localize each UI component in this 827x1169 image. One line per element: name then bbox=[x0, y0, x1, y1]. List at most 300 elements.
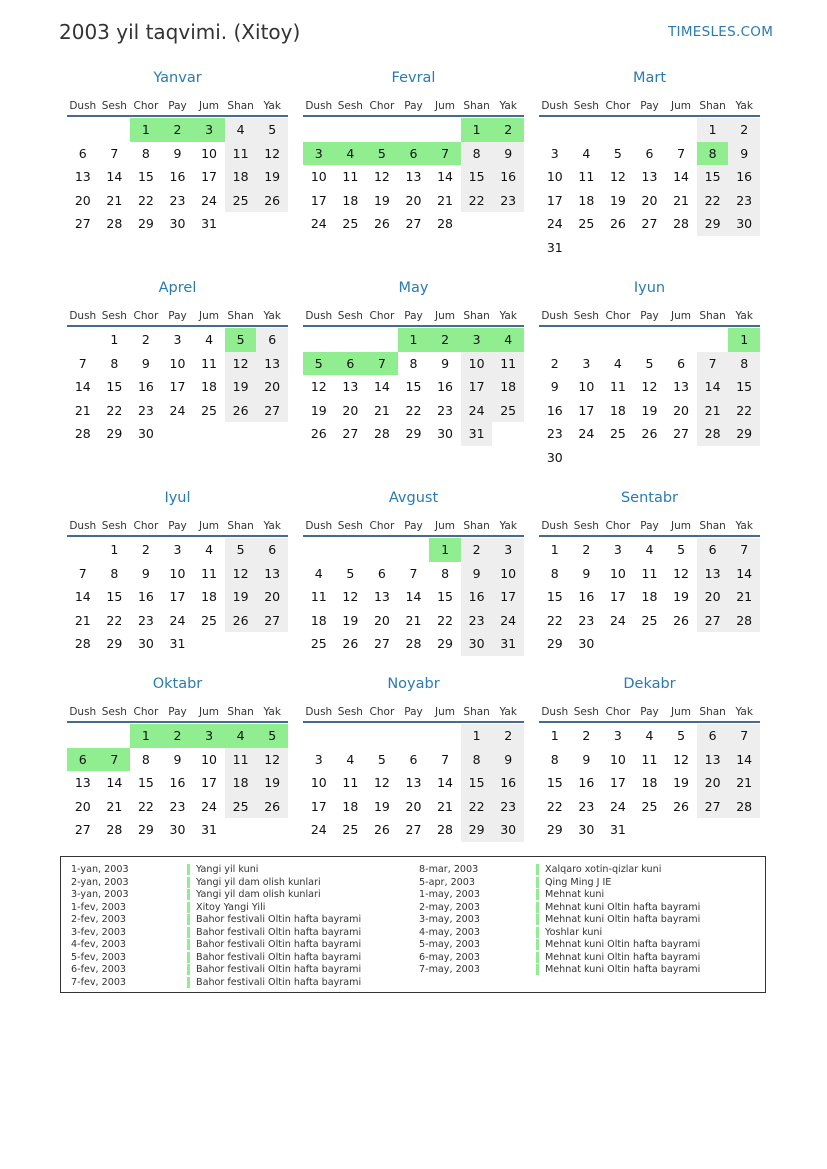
day-cell: 22 bbox=[137, 192, 154, 208]
month-header-rule bbox=[539, 721, 760, 723]
day-cell: 4 bbox=[225, 118, 257, 142]
day-cell: 16 bbox=[461, 585, 493, 609]
day-cell: 1 bbox=[550, 728, 559, 743]
day-cell: 21 bbox=[437, 192, 453, 208]
legend-holiday-name: Bahor festivali Oltin hafta bayrami bbox=[187, 927, 361, 938]
day-cell: 15 bbox=[697, 165, 729, 189]
day-cell: 13 bbox=[256, 562, 288, 586]
day-cell: 15 bbox=[437, 589, 453, 604]
day-cell: 4 bbox=[645, 542, 654, 557]
weekday-label: Yak bbox=[263, 310, 281, 322]
weekday-label: Yak bbox=[263, 520, 281, 532]
day-cell: 20 bbox=[373, 612, 390, 628]
day-cell: 20 bbox=[256, 585, 288, 609]
day-cell: 12 bbox=[673, 751, 689, 767]
day-cell: 14 bbox=[673, 169, 689, 184]
day-cell: 17 bbox=[169, 589, 186, 604]
legend-holiday-name: Xalqaro xotin-qizlar kuni bbox=[536, 864, 661, 875]
day-cell: 9 bbox=[141, 565, 150, 581]
day-cell: 9 bbox=[141, 355, 150, 371]
day-cell: 20 bbox=[405, 798, 422, 814]
day-cell: 1 bbox=[461, 118, 493, 142]
day-cell: 30 bbox=[546, 449, 563, 465]
day-cell: 20 bbox=[697, 771, 729, 795]
day-cell: 21 bbox=[405, 612, 422, 628]
legend-date: 2-fev, 2003 bbox=[71, 914, 127, 925]
day-cell: 22 bbox=[437, 612, 453, 628]
day-cell: 31 bbox=[201, 822, 217, 837]
day-cell: 9 bbox=[492, 748, 524, 772]
weekday-label: Pay bbox=[640, 706, 659, 718]
day-cell: 7 bbox=[441, 751, 450, 767]
day-cell: 22 bbox=[137, 798, 154, 814]
day-cell: 17 bbox=[201, 169, 217, 184]
day-cell: 24 bbox=[609, 798, 626, 814]
weekday-label: Sesh bbox=[101, 310, 127, 322]
day-cell: 24 bbox=[169, 612, 186, 628]
weekday-label: Chor bbox=[605, 310, 631, 322]
weekday-label: Jum bbox=[435, 100, 456, 112]
weekday-label: Sesh bbox=[337, 520, 363, 532]
day-cell: 17 bbox=[609, 775, 626, 790]
weekday-label: Jum bbox=[199, 100, 220, 112]
day-cell: 17 bbox=[546, 192, 563, 208]
day-cell: 23 bbox=[546, 426, 563, 441]
legend-holiday-name: Yangi yil dam olish kunlari bbox=[187, 877, 321, 888]
day-cell: 22 bbox=[106, 402, 123, 418]
day-cell: 9 bbox=[173, 145, 182, 161]
day-cell: 15 bbox=[461, 771, 493, 795]
month-name: Fevral bbox=[391, 70, 436, 86]
weekday-label: Dush bbox=[69, 100, 97, 112]
day-cell: 2 bbox=[492, 724, 524, 748]
day-cell: 20 bbox=[673, 402, 689, 418]
day-cell: 28 bbox=[106, 216, 123, 231]
weekday-label: Jum bbox=[199, 706, 220, 718]
month-9 bbox=[67, 676, 288, 861]
day-cell: 5 bbox=[225, 328, 257, 352]
weekday-label: Sesh bbox=[573, 520, 599, 532]
day-cell: 24 bbox=[201, 798, 217, 814]
weekday-label: Dush bbox=[541, 100, 569, 112]
day-cell: 1 bbox=[550, 542, 559, 557]
weekday-label: Dush bbox=[305, 706, 333, 718]
day-cell: 25 bbox=[641, 798, 658, 814]
day-cell: 27 bbox=[256, 399, 288, 423]
day-cell: 28 bbox=[673, 216, 689, 231]
day-cell: 6 bbox=[67, 748, 99, 772]
day-cell: 19 bbox=[225, 585, 257, 609]
legend-date: 7-may, 2003 bbox=[419, 964, 480, 975]
day-cell: 14 bbox=[74, 379, 91, 394]
day-cell: 15 bbox=[546, 775, 563, 790]
day-cell: 19 bbox=[673, 775, 689, 790]
weekday-label: Yak bbox=[735, 706, 753, 718]
legend-holiday-name: Mehnat kuni Oltin hafta bayrami bbox=[536, 939, 700, 950]
weekday-label: Sesh bbox=[337, 100, 363, 112]
day-cell: 13 bbox=[373, 589, 390, 604]
day-cell: 11 bbox=[201, 565, 217, 581]
day-cell: 18 bbox=[641, 589, 658, 604]
day-cell: 25 bbox=[342, 822, 359, 837]
day-cell: 10 bbox=[169, 355, 186, 371]
day-cell: 6 bbox=[677, 355, 686, 371]
day-cell: 28 bbox=[74, 636, 91, 651]
day-cell: 16 bbox=[578, 589, 595, 604]
day-cell: 7 bbox=[99, 748, 131, 772]
day-cell: 6 bbox=[256, 538, 288, 562]
day-cell: 10 bbox=[310, 775, 327, 790]
day-cell: 26 bbox=[225, 399, 257, 423]
month-header-rule bbox=[67, 115, 288, 117]
day-cell: 3 bbox=[492, 538, 524, 562]
day-cell: 3 bbox=[193, 724, 225, 748]
day-cell: 22 bbox=[546, 798, 563, 814]
day-cell: 27 bbox=[342, 426, 359, 441]
day-cell: 14 bbox=[106, 169, 123, 184]
legend-date: 1-fev, 2003 bbox=[71, 901, 127, 913]
legend-holiday-name: Bahor festivali Oltin hafta bayrami bbox=[187, 914, 361, 925]
day-cell: 7 bbox=[429, 142, 461, 166]
day-cell: 20 bbox=[342, 402, 359, 418]
day-cell: 17 bbox=[310, 798, 327, 814]
day-cell: 4 bbox=[205, 542, 214, 557]
day-cell: 20 bbox=[256, 375, 288, 399]
day-cell: 10 bbox=[609, 751, 626, 767]
day-cell: 29 bbox=[106, 636, 123, 651]
day-cell: 27 bbox=[405, 822, 422, 837]
page-title: 2003 yil taqvimi. (Xitoy) bbox=[59, 20, 301, 44]
day-cell: 2 bbox=[461, 538, 493, 562]
day-cell: 24 bbox=[201, 192, 217, 208]
day-cell: 29 bbox=[697, 212, 729, 236]
day-cell: 11 bbox=[641, 751, 658, 767]
legend-holiday-name: Qing Ming J IE bbox=[536, 877, 611, 888]
day-cell: 30 bbox=[137, 636, 154, 651]
day-cell: 14 bbox=[437, 775, 453, 790]
day-cell: 28 bbox=[373, 426, 390, 441]
legend-date: 1-yan, 2003 bbox=[71, 864, 129, 875]
day-cell: 26 bbox=[673, 798, 689, 814]
legend-date: 3-may, 2003 bbox=[419, 914, 480, 925]
month-name: Avgust bbox=[388, 490, 439, 506]
day-cell: 19 bbox=[373, 798, 390, 814]
weekday-label: Dush bbox=[69, 520, 97, 532]
day-cell: 6 bbox=[78, 145, 87, 161]
month-2 bbox=[539, 70, 760, 255]
day-cell: 29 bbox=[137, 822, 154, 837]
day-cell: 29 bbox=[461, 818, 493, 842]
day-cell: 21 bbox=[697, 399, 729, 423]
day-cell: 9 bbox=[728, 142, 760, 166]
legend-holiday-name: Yangi yil dam olish kunlari bbox=[187, 889, 321, 900]
day-cell: 30 bbox=[169, 216, 186, 231]
day-cell: 23 bbox=[578, 612, 595, 628]
day-cell: 19 bbox=[609, 192, 626, 208]
day-cell: 10 bbox=[201, 145, 217, 161]
day-cell: 23 bbox=[437, 402, 453, 418]
weekday-label: Sesh bbox=[101, 520, 127, 532]
legend-date: 5-apr, 2003 bbox=[419, 876, 475, 888]
day-cell: 9 bbox=[173, 751, 182, 767]
day-cell: 2 bbox=[429, 328, 461, 352]
day-cell: 3 bbox=[550, 145, 559, 161]
day-cell: 7 bbox=[78, 355, 87, 371]
weekday-label: Sesh bbox=[573, 100, 599, 112]
day-cell: 18 bbox=[492, 375, 524, 399]
day-cell: 8 bbox=[728, 352, 760, 376]
day-cell: 10 bbox=[609, 565, 626, 581]
day-cell: 26 bbox=[373, 216, 390, 231]
day-cell: 3 bbox=[314, 751, 323, 767]
day-cell: 30 bbox=[461, 632, 493, 656]
weekday-label: Pay bbox=[640, 520, 659, 532]
month-name: Yanvar bbox=[153, 70, 202, 86]
day-cell: 17 bbox=[201, 775, 217, 790]
day-cell: 21 bbox=[74, 402, 91, 418]
weekday-label: Jum bbox=[199, 520, 220, 532]
weekday-label: Jum bbox=[671, 520, 692, 532]
day-cell: 1 bbox=[130, 724, 162, 748]
day-cell: 14 bbox=[437, 169, 453, 184]
day-cell: 20 bbox=[405, 192, 422, 208]
day-cell: 15 bbox=[106, 379, 123, 394]
weekday-label: Jum bbox=[199, 310, 220, 322]
day-cell: 20 bbox=[74, 798, 91, 814]
day-cell: 27 bbox=[641, 216, 658, 231]
day-cell: 13 bbox=[673, 379, 689, 394]
day-cell: 1 bbox=[398, 328, 430, 352]
day-cell: 7 bbox=[78, 565, 87, 581]
day-cell: 24 bbox=[609, 612, 626, 628]
weekday-label: Yak bbox=[735, 310, 753, 322]
legend-holiday-name: Xitoy Yangi Yili bbox=[187, 902, 265, 913]
day-cell: 14 bbox=[405, 589, 422, 604]
legend-date: 7-fev, 2003 bbox=[71, 976, 127, 988]
weekday-label: Chor bbox=[369, 100, 395, 112]
weekday-label: Shan bbox=[463, 310, 490, 322]
day-cell: 29 bbox=[405, 426, 422, 441]
weekday-label: Chor bbox=[369, 310, 395, 322]
day-cell: 30 bbox=[169, 822, 186, 837]
day-cell: 31 bbox=[201, 216, 217, 231]
legend-holiday-name: Yoshlar kuni bbox=[536, 927, 602, 938]
month-header-rule bbox=[67, 325, 288, 327]
month-header-rule bbox=[67, 535, 288, 537]
legend-date: 4-may, 2003 bbox=[419, 926, 480, 938]
day-cell: 24 bbox=[310, 822, 327, 837]
legend-date: 3-fev, 2003 bbox=[71, 926, 127, 938]
day-cell: 15 bbox=[137, 775, 154, 790]
day-cell: 5 bbox=[346, 565, 355, 581]
day-cell: 7 bbox=[728, 724, 760, 748]
month-name: May bbox=[398, 280, 429, 296]
day-cell: 20 bbox=[641, 192, 658, 208]
day-cell: 19 bbox=[373, 192, 390, 208]
day-cell: 4 bbox=[346, 751, 355, 767]
day-cell: 25 bbox=[342, 216, 359, 231]
day-cell: 5 bbox=[677, 542, 686, 557]
day-cell: 8 bbox=[110, 565, 119, 581]
weekday-label: Shan bbox=[227, 706, 254, 718]
day-cell: 23 bbox=[169, 192, 186, 208]
day-cell: 28 bbox=[437, 822, 453, 837]
weekday-label: Shan bbox=[463, 100, 490, 112]
day-cell: 29 bbox=[106, 426, 123, 441]
day-cell: 23 bbox=[137, 402, 154, 418]
day-cell: 12 bbox=[256, 142, 288, 166]
day-cell: 22 bbox=[405, 402, 422, 418]
weekday-label: Shan bbox=[227, 520, 254, 532]
legend-date: 5-fev, 2003 bbox=[71, 951, 127, 963]
day-cell: 16 bbox=[437, 379, 453, 394]
day-cell: 28 bbox=[437, 216, 453, 231]
day-cell: 31 bbox=[609, 822, 626, 837]
day-cell: 26 bbox=[256, 795, 288, 819]
day-cell: 8 bbox=[110, 355, 119, 371]
day-cell: 9 bbox=[582, 565, 591, 581]
day-cell: 4 bbox=[492, 328, 524, 352]
day-cell: 11 bbox=[578, 169, 595, 184]
weekday-label: Dush bbox=[541, 310, 569, 322]
day-cell: 1 bbox=[728, 328, 760, 352]
day-cell: 27 bbox=[74, 216, 91, 231]
day-cell: 27 bbox=[697, 609, 729, 633]
year-calendar-grid bbox=[67, 70, 761, 850]
day-cell: 4 bbox=[205, 332, 214, 347]
day-cell: 9 bbox=[492, 142, 524, 166]
day-cell: 2 bbox=[162, 118, 194, 142]
day-cell: 19 bbox=[256, 165, 288, 189]
day-cell: 6 bbox=[697, 538, 729, 562]
month-1 bbox=[303, 70, 524, 255]
weekday-label: Jum bbox=[671, 310, 692, 322]
day-cell: 2 bbox=[582, 728, 591, 743]
weekday-label: Dush bbox=[541, 706, 569, 718]
month-header-rule bbox=[539, 115, 760, 117]
day-cell: 18 bbox=[201, 379, 217, 394]
day-cell: 25 bbox=[310, 636, 327, 651]
day-cell: 31 bbox=[492, 632, 524, 656]
day-cell: 26 bbox=[225, 609, 257, 633]
day-cell: 18 bbox=[342, 798, 359, 814]
day-cell: 24 bbox=[169, 402, 186, 418]
day-cell: 8 bbox=[141, 145, 150, 161]
day-cell: 17 bbox=[461, 375, 493, 399]
legend-date: 2-yan, 2003 bbox=[71, 876, 129, 888]
day-cell: 4 bbox=[314, 565, 323, 581]
day-cell: 4 bbox=[582, 145, 591, 161]
month-7 bbox=[303, 490, 524, 675]
day-cell: 2 bbox=[162, 724, 194, 748]
weekday-label: Pay bbox=[640, 310, 659, 322]
month-name: Iyul bbox=[164, 490, 191, 506]
day-cell: 18 bbox=[225, 165, 257, 189]
day-cell: 21 bbox=[106, 192, 123, 208]
weekday-label: Shan bbox=[699, 310, 726, 322]
month-header-rule bbox=[67, 721, 288, 723]
weekday-label: Pay bbox=[640, 100, 659, 112]
day-cell: 23 bbox=[137, 612, 154, 628]
day-cell: 31 bbox=[461, 422, 493, 446]
day-cell: 16 bbox=[137, 589, 154, 604]
day-cell: 12 bbox=[310, 379, 327, 394]
site-logo[interactable]: TIMESLES.COM bbox=[668, 24, 774, 40]
day-cell: 12 bbox=[373, 169, 390, 184]
legend-holiday-name: Bahor festivali Oltin hafta bayrami bbox=[187, 977, 361, 988]
day-cell: 14 bbox=[74, 589, 91, 604]
day-cell: 6 bbox=[256, 328, 288, 352]
day-cell: 13 bbox=[697, 748, 729, 772]
legend-holiday-name: Mehnat kuni bbox=[536, 889, 604, 900]
day-cell: 15 bbox=[405, 379, 422, 394]
day-cell: 6 bbox=[697, 724, 729, 748]
month-name: Mart bbox=[632, 70, 667, 86]
day-cell: 18 bbox=[641, 775, 658, 790]
weekday-label: Chor bbox=[133, 706, 159, 718]
day-cell: 3 bbox=[613, 728, 622, 743]
day-cell: 8 bbox=[141, 751, 150, 767]
weekday-label: Pay bbox=[168, 706, 187, 718]
month-header-rule bbox=[303, 721, 524, 723]
day-cell: 5 bbox=[303, 352, 335, 376]
legend-holiday-name: Bahor festivali Oltin hafta bayrami bbox=[187, 952, 361, 963]
day-cell: 29 bbox=[546, 636, 563, 651]
day-cell: 8 bbox=[461, 142, 493, 166]
weekday-label: Pay bbox=[404, 310, 423, 322]
month-name: Dekabr bbox=[623, 676, 676, 692]
day-cell: 6 bbox=[645, 145, 654, 161]
day-cell: 12 bbox=[256, 748, 288, 772]
day-cell: 19 bbox=[673, 589, 689, 604]
day-cell: 25 bbox=[225, 795, 257, 819]
day-cell: 16 bbox=[492, 771, 524, 795]
day-cell: 16 bbox=[578, 775, 595, 790]
day-cell: 22 bbox=[546, 612, 563, 628]
day-cell: 29 bbox=[437, 636, 453, 651]
day-cell: 26 bbox=[373, 822, 390, 837]
day-cell: 9 bbox=[441, 355, 450, 371]
month-6 bbox=[67, 490, 288, 675]
day-cell: 8 bbox=[697, 142, 729, 166]
day-cell: 13 bbox=[342, 379, 359, 394]
day-cell: 4 bbox=[645, 728, 654, 743]
month-name: Noyabr bbox=[387, 676, 440, 692]
day-cell: 27 bbox=[697, 795, 729, 819]
day-cell: 13 bbox=[405, 169, 422, 184]
day-cell: 8 bbox=[550, 565, 559, 581]
month-header-rule bbox=[539, 325, 760, 327]
day-cell: 13 bbox=[74, 169, 91, 184]
day-cell: 15 bbox=[546, 589, 563, 604]
day-cell: 16 bbox=[492, 165, 524, 189]
holiday-legend bbox=[60, 856, 766, 993]
legend-holiday-name: Yangi yil kuni bbox=[187, 864, 258, 875]
day-cell: 12 bbox=[673, 565, 689, 581]
day-cell: 24 bbox=[310, 216, 327, 231]
weekday-label: Yak bbox=[499, 520, 517, 532]
day-cell: 10 bbox=[461, 352, 493, 376]
weekday-label: Dush bbox=[69, 310, 97, 322]
day-cell: 18 bbox=[201, 589, 217, 604]
day-cell: 10 bbox=[310, 169, 327, 184]
day-cell: 12 bbox=[641, 379, 658, 394]
month-10 bbox=[303, 676, 524, 861]
day-cell: 9 bbox=[582, 751, 591, 767]
day-cell: 7 bbox=[677, 145, 686, 161]
day-cell: 2 bbox=[141, 542, 150, 557]
day-cell: 15 bbox=[137, 169, 154, 184]
